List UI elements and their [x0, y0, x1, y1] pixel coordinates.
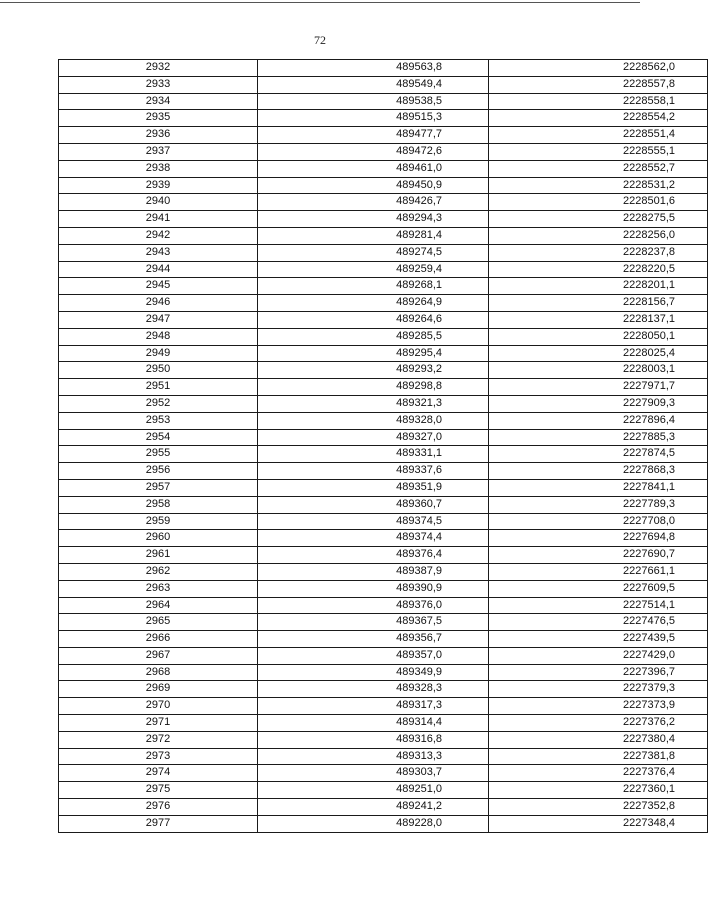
table-row — [59, 93, 708, 110]
y-coordinate-cell: 2227476,5 — [489, 614, 708, 631]
x-coordinate-cell: 489328,3 — [258, 681, 489, 698]
point-number-cell: 2967 — [59, 647, 258, 664]
x-coordinate-cell: 489374,4 — [258, 530, 489, 547]
y-coordinate-cell: 2227352,8 — [489, 799, 708, 816]
table-row — [59, 815, 708, 832]
y-coordinate-cell: 2227789,3 — [489, 496, 708, 513]
point-number-cell: 2936 — [59, 127, 258, 144]
point-number-cell: 2945 — [59, 278, 258, 295]
y-coordinate-cell: 2227514,1 — [489, 597, 708, 614]
x-coordinate-cell: 489293,2 — [258, 362, 489, 379]
table-row — [59, 597, 708, 614]
table-row — [59, 765, 708, 782]
point-number-cell: 2942 — [59, 227, 258, 244]
table-row — [59, 647, 708, 664]
point-number-cell: 2965 — [59, 614, 258, 631]
y-coordinate-cell: 2227396,7 — [489, 664, 708, 681]
y-coordinate-cell: 2228237,8 — [489, 244, 708, 261]
y-coordinate-cell: 2228156,7 — [489, 295, 708, 312]
x-coordinate-cell: 489376,4 — [258, 547, 489, 564]
point-number-cell: 2954 — [59, 429, 258, 446]
coordinates-table — [58, 59, 708, 833]
point-number-cell: 2937 — [59, 143, 258, 160]
y-coordinate-cell: 2228501,6 — [489, 194, 708, 211]
table-row — [59, 698, 708, 715]
y-coordinate-cell: 2227439,5 — [489, 631, 708, 648]
x-coordinate-cell: 489450,9 — [258, 177, 489, 194]
x-coordinate-cell: 489390,9 — [258, 580, 489, 597]
point-number-cell: 2970 — [59, 698, 258, 715]
point-number-cell: 2949 — [59, 345, 258, 362]
y-coordinate-cell: 2227885,3 — [489, 429, 708, 446]
y-coordinate-cell: 2227841,1 — [489, 479, 708, 496]
table-row — [59, 261, 708, 278]
x-coordinate-cell: 489264,9 — [258, 295, 489, 312]
point-number-cell: 2935 — [59, 110, 258, 127]
x-coordinate-cell: 489349,9 — [258, 664, 489, 681]
table-row — [59, 227, 708, 244]
table-row — [59, 463, 708, 480]
table-row — [59, 446, 708, 463]
point-number-cell: 2939 — [59, 177, 258, 194]
y-coordinate-cell: 2227373,9 — [489, 698, 708, 715]
x-coordinate-cell: 489357,0 — [258, 647, 489, 664]
table-row — [59, 60, 708, 77]
x-coordinate-cell: 489367,5 — [258, 614, 489, 631]
table-row — [59, 429, 708, 446]
point-number-cell: 2934 — [59, 93, 258, 110]
table-row — [59, 731, 708, 748]
y-coordinate-cell: 2227690,7 — [489, 547, 708, 564]
point-number-cell: 2974 — [59, 765, 258, 782]
y-coordinate-cell: 2228558,1 — [489, 93, 708, 110]
x-coordinate-cell: 489259,4 — [258, 261, 489, 278]
y-coordinate-cell: 2227381,8 — [489, 748, 708, 765]
table-row — [59, 345, 708, 362]
table-row — [59, 110, 708, 127]
y-coordinate-cell: 2227896,4 — [489, 412, 708, 429]
point-number-cell: 2933 — [59, 76, 258, 93]
y-coordinate-cell: 2228003,1 — [489, 362, 708, 379]
table-row — [59, 748, 708, 765]
point-number-cell: 2968 — [59, 664, 258, 681]
x-coordinate-cell: 489268,1 — [258, 278, 489, 295]
x-coordinate-cell: 489298,8 — [258, 379, 489, 396]
x-coordinate-cell: 489351,9 — [258, 479, 489, 496]
x-coordinate-cell: 489337,6 — [258, 463, 489, 480]
point-number-cell: 2944 — [59, 261, 258, 278]
x-coordinate-cell: 489563,8 — [258, 60, 489, 77]
point-number-cell: 2953 — [59, 412, 258, 429]
x-coordinate-cell: 489472,6 — [258, 143, 489, 160]
point-number-cell: 2956 — [59, 463, 258, 480]
table-row — [59, 395, 708, 412]
table-row — [59, 328, 708, 345]
x-coordinate-cell: 489426,7 — [258, 194, 489, 211]
x-coordinate-cell: 489549,4 — [258, 76, 489, 93]
y-coordinate-cell: 2228201,1 — [489, 278, 708, 295]
y-coordinate-cell: 2228531,2 — [489, 177, 708, 194]
x-coordinate-cell: 489515,3 — [258, 110, 489, 127]
table-row — [59, 295, 708, 312]
x-coordinate-cell: 489376,0 — [258, 597, 489, 614]
x-coordinate-cell: 489356,7 — [258, 631, 489, 648]
x-coordinate-cell: 489313,3 — [258, 748, 489, 765]
table-row — [59, 362, 708, 379]
table-row — [59, 715, 708, 732]
x-coordinate-cell: 489321,3 — [258, 395, 489, 412]
point-number-cell: 2941 — [59, 211, 258, 228]
point-number-cell: 2973 — [59, 748, 258, 765]
x-coordinate-cell: 489264,6 — [258, 311, 489, 328]
table-row — [59, 547, 708, 564]
x-coordinate-cell: 489477,7 — [258, 127, 489, 144]
y-coordinate-cell: 2228555,1 — [489, 143, 708, 160]
y-coordinate-cell: 2227868,3 — [489, 463, 708, 480]
y-coordinate-cell: 2228554,2 — [489, 110, 708, 127]
x-coordinate-cell: 489331,1 — [258, 446, 489, 463]
point-number-cell: 2932 — [59, 60, 258, 77]
x-coordinate-cell: 489316,8 — [258, 731, 489, 748]
point-number-cell: 2955 — [59, 446, 258, 463]
table-row — [59, 530, 708, 547]
table-row — [59, 782, 708, 799]
point-number-cell: 2950 — [59, 362, 258, 379]
y-coordinate-cell: 2227348,4 — [489, 815, 708, 832]
point-number-cell: 2947 — [59, 311, 258, 328]
table-row — [59, 194, 708, 211]
y-coordinate-cell: 2227380,4 — [489, 731, 708, 748]
table-row — [59, 513, 708, 530]
point-number-cell: 2975 — [59, 782, 258, 799]
y-coordinate-cell: 2228562,0 — [489, 60, 708, 77]
y-coordinate-cell: 2228220,5 — [489, 261, 708, 278]
x-coordinate-cell: 489317,3 — [258, 698, 489, 715]
x-coordinate-cell: 489251,0 — [258, 782, 489, 799]
y-coordinate-cell: 2227376,4 — [489, 765, 708, 782]
y-coordinate-cell: 2227694,8 — [489, 530, 708, 547]
table-row — [59, 412, 708, 429]
y-coordinate-cell: 2227376,2 — [489, 715, 708, 732]
point-number-cell: 2966 — [59, 631, 258, 648]
table-row — [59, 631, 708, 648]
y-coordinate-cell: 2228275,5 — [489, 211, 708, 228]
y-coordinate-cell: 2227360,1 — [489, 782, 708, 799]
table-row — [59, 177, 708, 194]
x-coordinate-cell: 489274,5 — [258, 244, 489, 261]
page-number: 72 — [314, 33, 326, 47]
table-row — [59, 211, 708, 228]
point-number-cell: 2943 — [59, 244, 258, 261]
point-number-cell: 2948 — [59, 328, 258, 345]
table-row — [59, 143, 708, 160]
table-row — [59, 311, 708, 328]
point-number-cell: 2960 — [59, 530, 258, 547]
table-row — [59, 563, 708, 580]
point-number-cell: 2957 — [59, 479, 258, 496]
y-coordinate-cell: 2228050,1 — [489, 328, 708, 345]
y-coordinate-cell: 2227661,1 — [489, 563, 708, 580]
point-number-cell: 2971 — [59, 715, 258, 732]
x-coordinate-cell: 489303,7 — [258, 765, 489, 782]
point-number-cell: 2962 — [59, 563, 258, 580]
y-coordinate-cell: 2228025,4 — [489, 345, 708, 362]
y-coordinate-cell: 2227379,3 — [489, 681, 708, 698]
table-row — [59, 127, 708, 144]
y-coordinate-cell: 2227609,5 — [489, 580, 708, 597]
y-coordinate-cell: 2227429,0 — [489, 647, 708, 664]
table-row — [59, 76, 708, 93]
x-coordinate-cell: 489294,3 — [258, 211, 489, 228]
table-row — [59, 479, 708, 496]
y-coordinate-cell: 2227874,5 — [489, 446, 708, 463]
top-border-line — [0, 2, 640, 3]
y-coordinate-cell: 2228256,0 — [489, 227, 708, 244]
x-coordinate-cell: 489538,5 — [258, 93, 489, 110]
y-coordinate-cell: 2228552,7 — [489, 160, 708, 177]
x-coordinate-cell: 489241,2 — [258, 799, 489, 816]
point-number-cell: 2969 — [59, 681, 258, 698]
table-row — [59, 496, 708, 513]
x-coordinate-cell: 489461,0 — [258, 160, 489, 177]
x-coordinate-cell: 489327,0 — [258, 429, 489, 446]
point-number-cell: 2964 — [59, 597, 258, 614]
table-row — [59, 664, 708, 681]
point-number-cell: 2963 — [59, 580, 258, 597]
y-coordinate-cell: 2228551,4 — [489, 127, 708, 144]
table-row — [59, 160, 708, 177]
x-coordinate-cell: 489387,9 — [258, 563, 489, 580]
table-row — [59, 681, 708, 698]
y-coordinate-cell: 2228557,8 — [489, 76, 708, 93]
table-row — [59, 278, 708, 295]
table-row — [59, 614, 708, 631]
x-coordinate-cell: 489328,0 — [258, 412, 489, 429]
point-number-cell: 2961 — [59, 547, 258, 564]
x-coordinate-cell: 489228,0 — [258, 815, 489, 832]
table-row — [59, 244, 708, 261]
y-coordinate-cell: 2227708,0 — [489, 513, 708, 530]
point-number-cell: 2959 — [59, 513, 258, 530]
point-number-cell: 2940 — [59, 194, 258, 211]
x-coordinate-cell: 489281,4 — [258, 227, 489, 244]
table-row — [59, 580, 708, 597]
point-number-cell: 2972 — [59, 731, 258, 748]
point-number-cell: 2958 — [59, 496, 258, 513]
y-coordinate-cell: 2228137,1 — [489, 311, 708, 328]
x-coordinate-cell: 489374,5 — [258, 513, 489, 530]
point-number-cell: 2952 — [59, 395, 258, 412]
x-coordinate-cell: 489360,7 — [258, 496, 489, 513]
coordinates-table-body — [59, 60, 708, 833]
y-coordinate-cell: 2227909,3 — [489, 395, 708, 412]
y-coordinate-cell: 2227971,7 — [489, 379, 708, 396]
point-number-cell: 2977 — [59, 815, 258, 832]
point-number-cell: 2951 — [59, 379, 258, 396]
table-row — [59, 379, 708, 396]
point-number-cell: 2976 — [59, 799, 258, 816]
point-number-cell: 2938 — [59, 160, 258, 177]
x-coordinate-cell: 489295,4 — [258, 345, 489, 362]
table-row — [59, 799, 708, 816]
point-number-cell: 2946 — [59, 295, 258, 312]
x-coordinate-cell: 489285,5 — [258, 328, 489, 345]
x-coordinate-cell: 489314,4 — [258, 715, 489, 732]
